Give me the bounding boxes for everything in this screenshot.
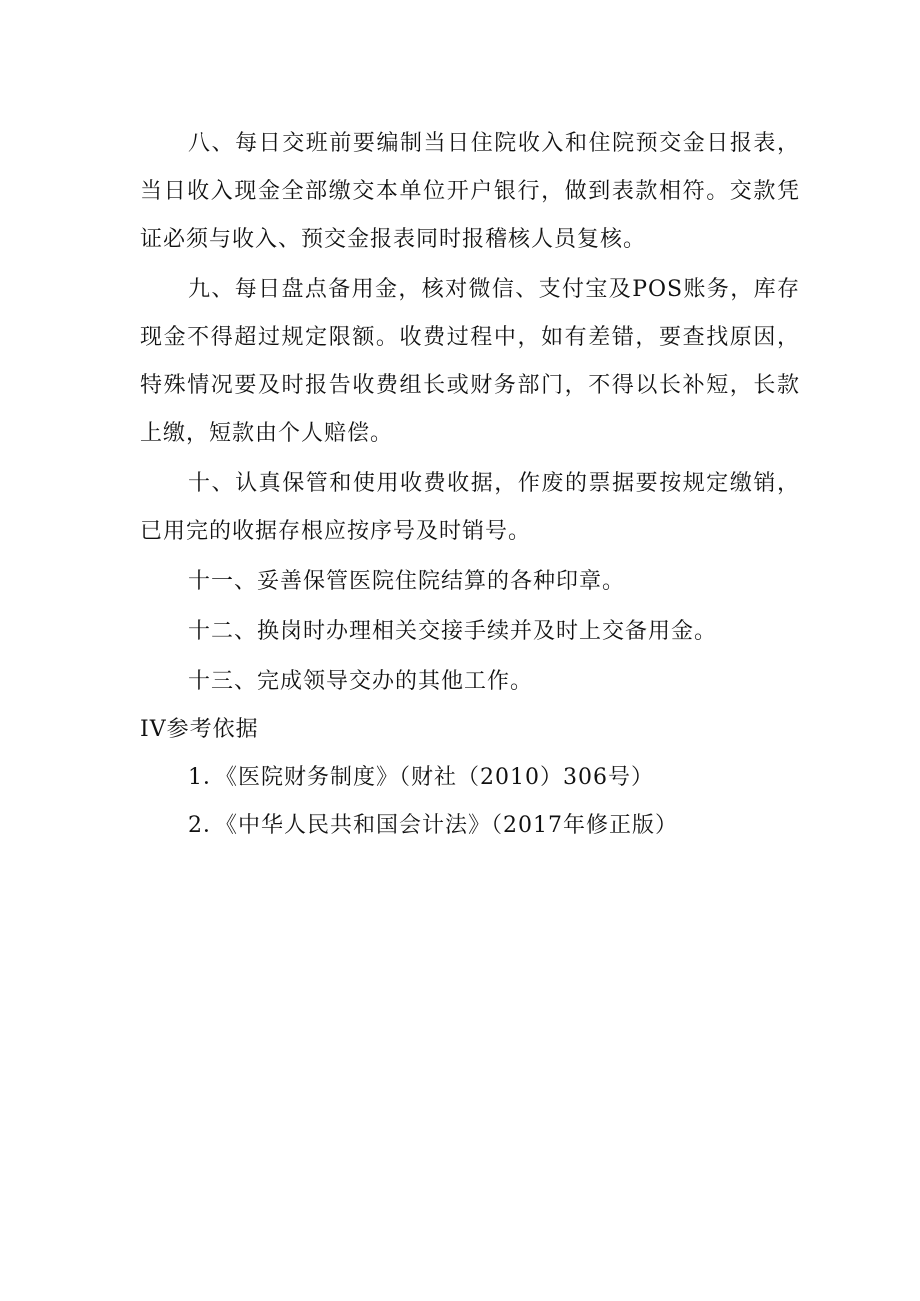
paragraph-item-11: 十一、妥善保管医院住院结算的各种印章。	[188, 569, 626, 594]
section-heading: IV参考依据	[140, 717, 259, 742]
reference-item-1: 1．《医院财务制度》（财社（2010）306号）	[188, 765, 654, 790]
reference-item-2: 2．《中华人民共和国会计法》（2017年修正版）	[188, 813, 678, 838]
paragraph-item-13: 十三、完成领导交办的其他工作。	[188, 669, 534, 694]
paragraph-item-12: 十二、换岗时办理相关交接手续并及时上交备用金。	[188, 619, 718, 644]
paragraph-item-10: 十、认真保管和使用收费收据，作废的票据要按规定缴销，已用完的收据存根应按序号及时销号。	[140, 471, 800, 544]
document-page	[140, 120, 800, 850]
paragraph-item-9: 九、每日盘点备用金，核对微信、支付宝及POS账务，库存现金不得超过规定限额。收费过程中，如有差错，要查找原因，特殊情况要及时报告收费组长或财务部门，不得以长补短，长款上缴，短款由个人赔偿。	[140, 277, 800, 446]
paragraph-item-8: 八、每日交班前要编制当日住院收入和住院预交金日报表，当日收入现金全部缴交本单位开户银行，做到表款相符。交款凭证必须与收入、预交金报表同时报稽核人员复核。	[140, 131, 800, 252]
